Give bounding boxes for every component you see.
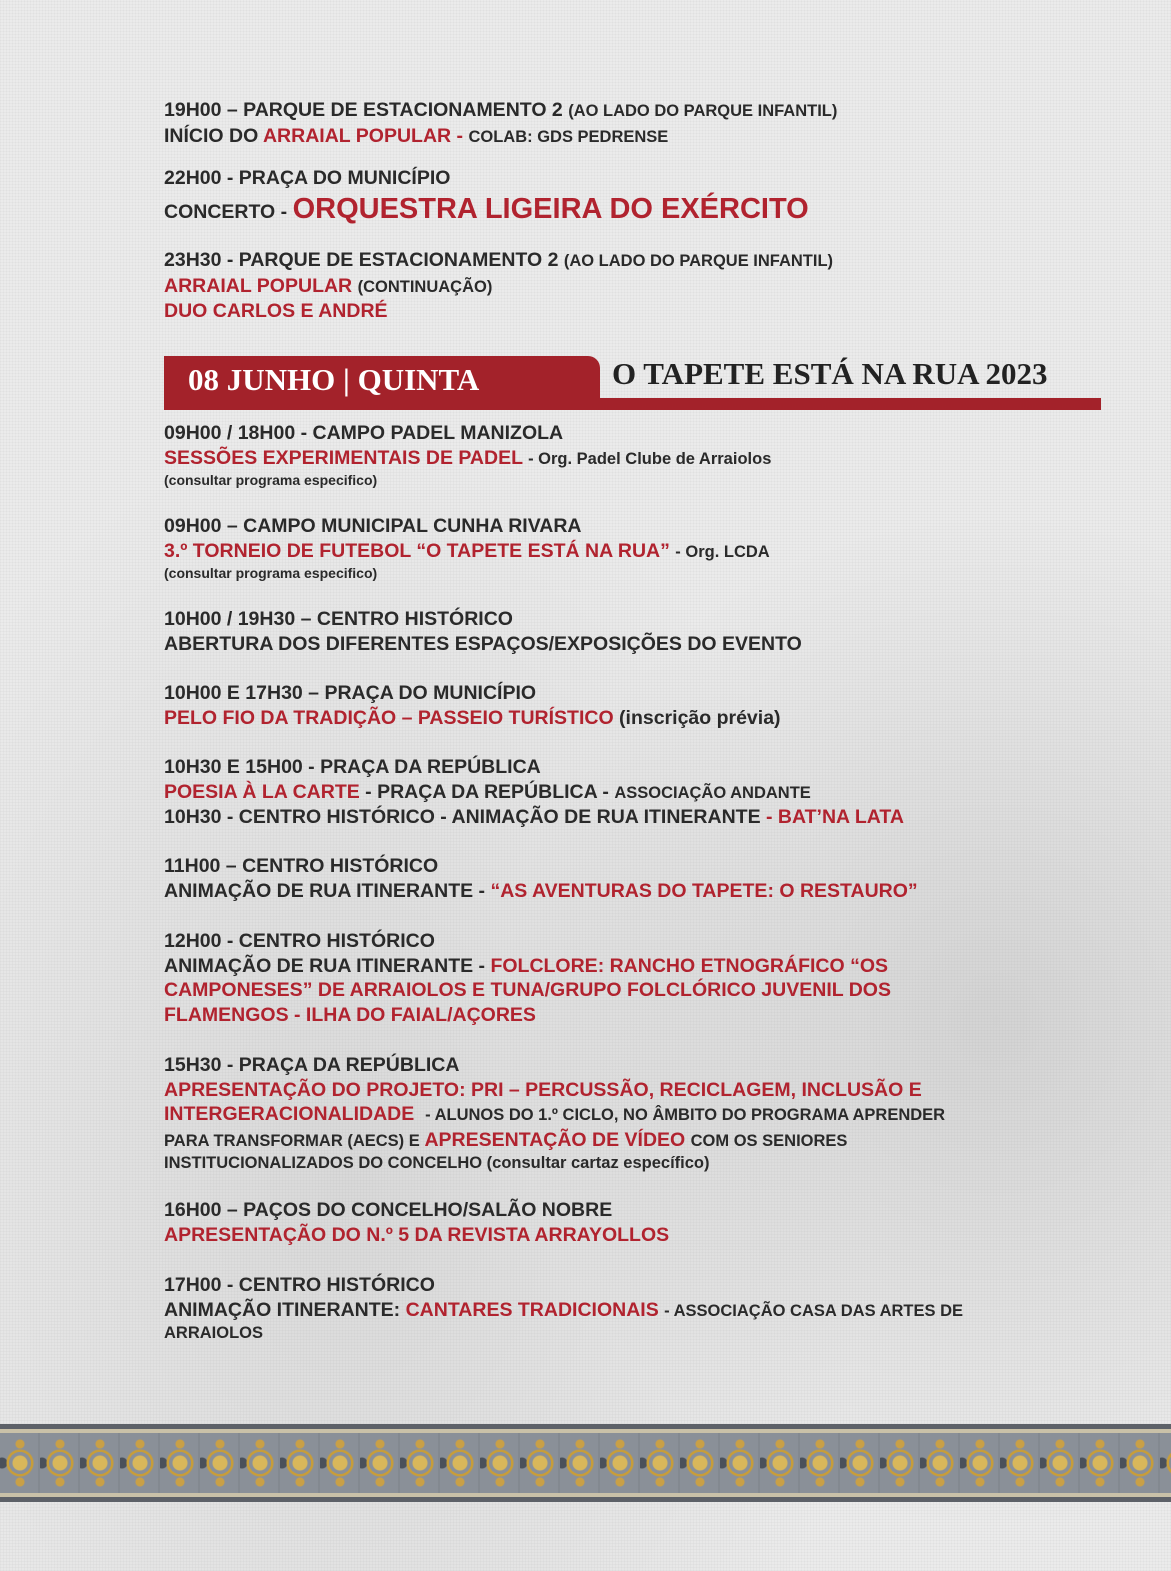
event-note: (CONTINUAÇÃO) xyxy=(357,277,493,296)
event-passeio xyxy=(164,681,1124,730)
event-extra-line4: INSTITUCIONALIZADOS DO CONCELHO (consultar cartaz específico) xyxy=(164,1154,710,1172)
event-title-line2: INTERGERACIONALIDADE xyxy=(164,1103,415,1125)
banner-rule xyxy=(164,398,1101,410)
time-place: 09H00 – CAMPO MUNICIPAL CUNHA RIVARA xyxy=(164,515,582,537)
day-label: 08 JUNHO | QUINTA xyxy=(188,362,480,397)
event-title: PELO FIO DA TRADIÇÃO – PASSEIO TURÍSTICO xyxy=(164,706,614,729)
event-note: (consultar programa especifico) xyxy=(164,565,378,581)
event-title: ARRAIAL POPULAR - xyxy=(262,124,464,147)
time-place: 23H30 - PARQUE DE ESTACIONAMENTO 2 xyxy=(164,249,559,271)
event-cantares xyxy=(164,1273,1124,1343)
day-banner xyxy=(164,356,600,402)
event-extra-line3b: COM OS SENIORES xyxy=(690,1131,848,1150)
time-place: 10H00 / 19H30 – CENTRO HISTÓRICO xyxy=(164,608,513,630)
time-place-note: (AO LADO DO PARQUE INFANTIL) xyxy=(563,252,834,270)
event-org: - ASSOCIAÇÃO CASA DAS ARTES DE xyxy=(664,1301,963,1320)
event-extra: - PRAÇA DA REPÚBLICA - xyxy=(365,780,609,803)
event-extra-line2: - ALUNOS DO 1.º CICLO, NO ÂMBITO DO PROGRAMA APRENDER xyxy=(425,1106,946,1124)
event-note: (consultar programa especifico) xyxy=(164,472,378,488)
time-place: 17H00 - CENTRO HISTÓRICO xyxy=(164,1274,435,1296)
event-lead: ANIMAÇÃO DE RUA ITINERANTE - xyxy=(164,954,486,977)
event-org: - Org. Padel Clube de Arraiolos xyxy=(528,449,772,468)
event-lead: INÍCIO DO xyxy=(164,124,259,147)
event-extra-line3: PARA TRANSFORMAR (AECS) E xyxy=(164,1131,420,1150)
event-title-line3: FLAMENGOS - ILHA DO FAIAL/AÇORES xyxy=(164,1003,536,1026)
carpet-motif-pattern xyxy=(0,1436,1171,1490)
event-title-line2: CAMPONESES” DE ARRAIOLOS E TUNA/GRUPO FOLCLÓRICO JUVENIL DOS xyxy=(164,979,891,1001)
event-line3-title: - BAT’NA LATA xyxy=(766,806,904,828)
event-line3-lead: 10H30 - CENTRO HISTÓRICO - ANIMAÇÃO DE RUA ITINERANTE xyxy=(164,806,761,828)
event-title-line3: APRESENTAÇÃO DE VÍDEO xyxy=(424,1128,686,1151)
time-place: 10H00 E 17H30 – PRAÇA DO MUNICÍPIO xyxy=(164,682,537,704)
event-poesia xyxy=(164,755,1124,830)
event-1900-arraial xyxy=(164,98,1124,149)
event-padel xyxy=(164,421,1124,489)
event-collab: COLAB: GDS PEDRENSE xyxy=(468,127,669,146)
event-title-banner: O TAPETE ESTÁ NA RUA 2023 xyxy=(612,356,1048,391)
event-title: FOLCLORE: RANCHO ETNOGRÁFICO “OS xyxy=(490,954,889,977)
event-lead: ANIMAÇÃO ITINERANTE: xyxy=(164,1298,401,1321)
event-title: APRESENTAÇÃO DO PROJETO: PRI – PERCUSSÃO, RECICLAGEM, INCLUSÃO E xyxy=(164,1078,922,1101)
event-aventuras xyxy=(164,854,1124,903)
carpet-border xyxy=(0,1424,1171,1502)
event-org: - Org. LCDA xyxy=(675,542,770,561)
event-title: “AS AVENTURAS DO TAPETE: O RESTAURO” xyxy=(490,879,918,902)
time-place: 19H00 – PARQUE DE ESTACIONAMENTO 2 xyxy=(164,99,563,121)
time-place-note: (AO LADO DO PARQUE INFANTIL) xyxy=(568,102,838,120)
event-title: ARRAIAL POPULAR xyxy=(164,274,353,297)
event-performer: DUO CARLOS E ANDRÉ xyxy=(164,300,388,322)
event-title: CANTARES TRADICIONAIS xyxy=(405,1298,659,1321)
event-folclore xyxy=(164,929,1124,1027)
event-title: 3.º TORNEIO DE FUTEBOL “O TAPETE ESTÁ NA RUA” xyxy=(164,539,670,562)
event-2330-arraial xyxy=(164,248,1124,324)
event-futebol xyxy=(164,514,1124,582)
event-lead: CONCERTO - xyxy=(164,200,288,223)
border-cream-top xyxy=(0,1429,1171,1433)
border-edge-bottom xyxy=(0,1497,1171,1502)
time-place: 22H00 - PRAÇA DO MUNICÍPIO xyxy=(164,167,451,189)
event-org-line2: ARRAIOLOS xyxy=(164,1324,263,1342)
time-place: 16H00 – PAÇOS DO CONCELHO/SALÃO NOBRE xyxy=(164,1199,613,1221)
event-extra: (inscrição prévia) xyxy=(619,706,781,729)
time-place: 10H30 E 15H00 - PRAÇA DA REPÚBLICA xyxy=(164,756,541,778)
event-lead: ANIMAÇÃO DE RUA ITINERANTE - xyxy=(164,879,486,902)
event-2200-concerto xyxy=(164,166,1124,230)
event-title: ORQUESTRA LIGEIRA DO EXÉRCITO xyxy=(292,192,809,225)
time-place: 11H00 – CENTRO HISTÓRICO xyxy=(164,855,439,877)
event-revista xyxy=(164,1198,1124,1247)
event-title: SESSÕES EXPERIMENTAIS DE PADEL xyxy=(164,446,523,469)
event-title: POESIA À LA CARTE xyxy=(164,780,360,803)
time-place: 15H30 - PRAÇA DA REPÚBLICA xyxy=(164,1054,460,1076)
event-desc: ABERTURA DOS DIFERENTES ESPAÇOS/EXPOSIÇÕES DO EVENTO xyxy=(164,632,802,655)
event-pri xyxy=(164,1053,1124,1173)
event-org: ASSOCIAÇÃO ANDANTE xyxy=(614,783,811,802)
time-place: 09H00 / 18H00 - CAMPO PADEL MANIZOLA xyxy=(164,422,564,444)
event-abertura xyxy=(164,607,1124,656)
event-title: APRESENTAÇÃO DO N.º 5 DA REVISTA ARRAYOLLOS xyxy=(164,1223,670,1246)
time-place: 12H00 - CENTRO HISTÓRICO xyxy=(164,930,435,952)
